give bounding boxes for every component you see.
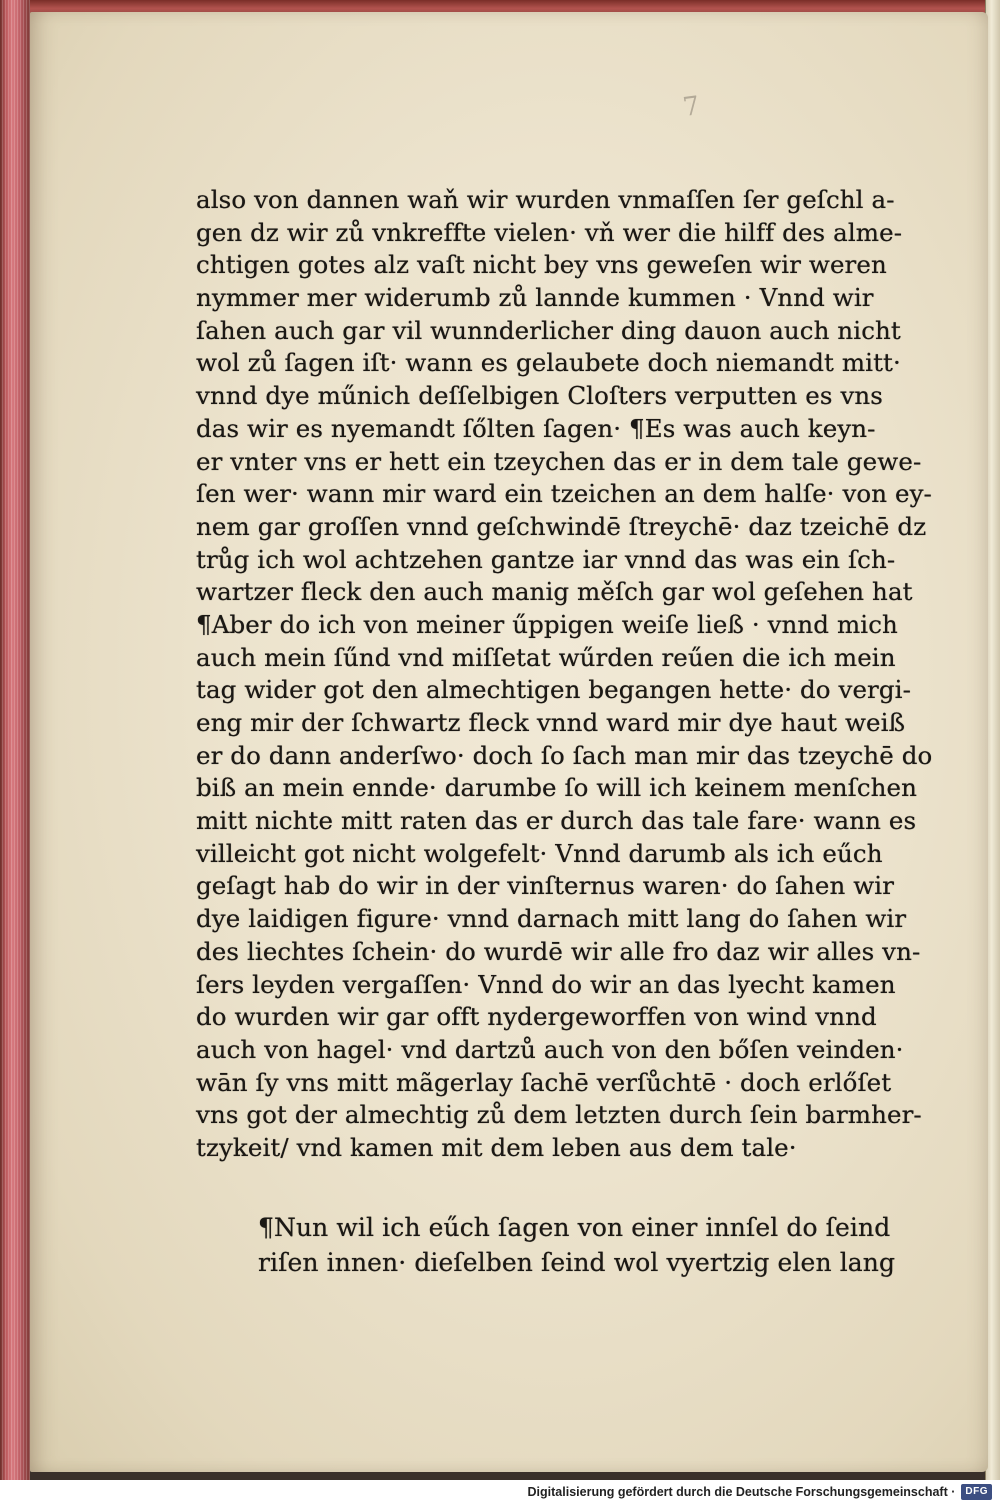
text-line: wān ſy vns mitt mãgerlay ſachē verſůchtē · doch erlőſet	[196, 1067, 892, 1097]
chapter-heading	[258, 1210, 918, 1280]
text-line: vnnd dye műnich deſſelbigen Cloſters verputten es vns	[196, 381, 883, 411]
text-line: do wurden wir gar offt nydergeworffen von wind vnnd	[196, 1002, 877, 1032]
text-line: chtigen gotes alz vaſt nicht bey vns geweſen wir weren	[196, 250, 887, 280]
heading-line: riſen innen· dieſelben ſeind wol vyertzig elen lang	[258, 1248, 896, 1277]
text-line: eng mir der ſchwartz fleck vnnd ward mir dye haut weiß	[196, 708, 906, 737]
text-line: wartzer fleck den auch manig měſch gar wol geſehen hat	[196, 577, 913, 607]
text-line: ſen wer· wann mir ward ein tzeichen an dem halſe· von ey-	[196, 479, 932, 509]
text-line: also von dannen waň wir wurden vnmaſſen ſer geſchl a-	[196, 185, 895, 214]
text-line: nem gar groſſen vnnd geſchwindē ſtreychē· daz tzeichē dz	[196, 511, 927, 541]
text-line: ſahen auch gar vil wunnderlicher ding dauon auch nicht	[196, 315, 901, 345]
text-line: gen dz wir zů vnkreffte vielen· vň wer die hilff des alme-	[196, 217, 903, 247]
text-line: mitt nichte mitt raten das er durch das tale fare· wann es	[196, 806, 917, 836]
text-line: villeicht got nicht wolgefelt· Vnnd darumb als ich eűch	[196, 838, 883, 868]
text-line: nymmer mer widerumb zů lannde kummen · Vnnd wir	[196, 283, 874, 313]
text-line: tzykeit/ vnd kamen mit dem leben aus dem tale·	[196, 1132, 797, 1162]
main-text-block	[196, 184, 933, 1165]
text-line: des liechtes ſchein· do wurdē wir alle fro daz wir alles vn-	[196, 936, 921, 966]
dfg-logo: DFG	[961, 1484, 992, 1500]
text-line: ſers leyden vergaſſen· Vnnd do wir an das lyecht kamen	[196, 969, 896, 999]
text-line: das wir es nyemandt ſőlten ſagen· ¶Es was auch keyn-	[196, 413, 876, 443]
footer-bar	[0, 1480, 1000, 1503]
text-line: dye laidigen figure· vnnd darnach mitt lang do ſahen wir	[196, 904, 907, 934]
text-line: vns got der almechtig zů dem letzten durch ſein barmher-	[196, 1100, 922, 1130]
text-line: tag wider got den almechtigen begangen hette· do vergi-	[196, 675, 911, 705]
text-line: trůg ich wol achtzehen gantze iar vnnd das was ein ſch-	[196, 544, 896, 574]
book-page-edges-left	[0, 0, 30, 1480]
text-line: auch von hagel· vnd dartzů auch von den bőſen veinden·	[196, 1034, 904, 1064]
text-line: auch mein ſűnd vnd miſſetat wűrden reűen die ich mein	[196, 642, 896, 672]
text-line: er vnter vns er hett ein tzeychen das er in dem tale gewe-	[196, 446, 922, 476]
text-line: geſagt hab do wir in der vinſternus waren· do ſahen wir	[196, 871, 895, 901]
heading-line: ¶Nun wil ich eűch ſagen von einer innſel do ſeind	[258, 1213, 891, 1242]
folio-mark: 7	[680, 90, 702, 124]
text-line: wol zů ſagen iſt· wann es gelaubete doch niemandt mitt·	[196, 348, 901, 378]
text-line: er do dann anderſwo· doch ſo ſach man mir das tzeychē do	[196, 740, 933, 770]
text-line: ¶Aber do ich von meiner űppigen weiſe ließ · vnnd mich	[196, 609, 898, 639]
footer-credit-text: Digitalisierung gefördert durch die Deutsche Forschungsgemeinschaft ·	[527, 1484, 956, 1499]
text-line: biß an mein ennde· darumbe ſo will ich keinem menſchen	[196, 773, 918, 803]
